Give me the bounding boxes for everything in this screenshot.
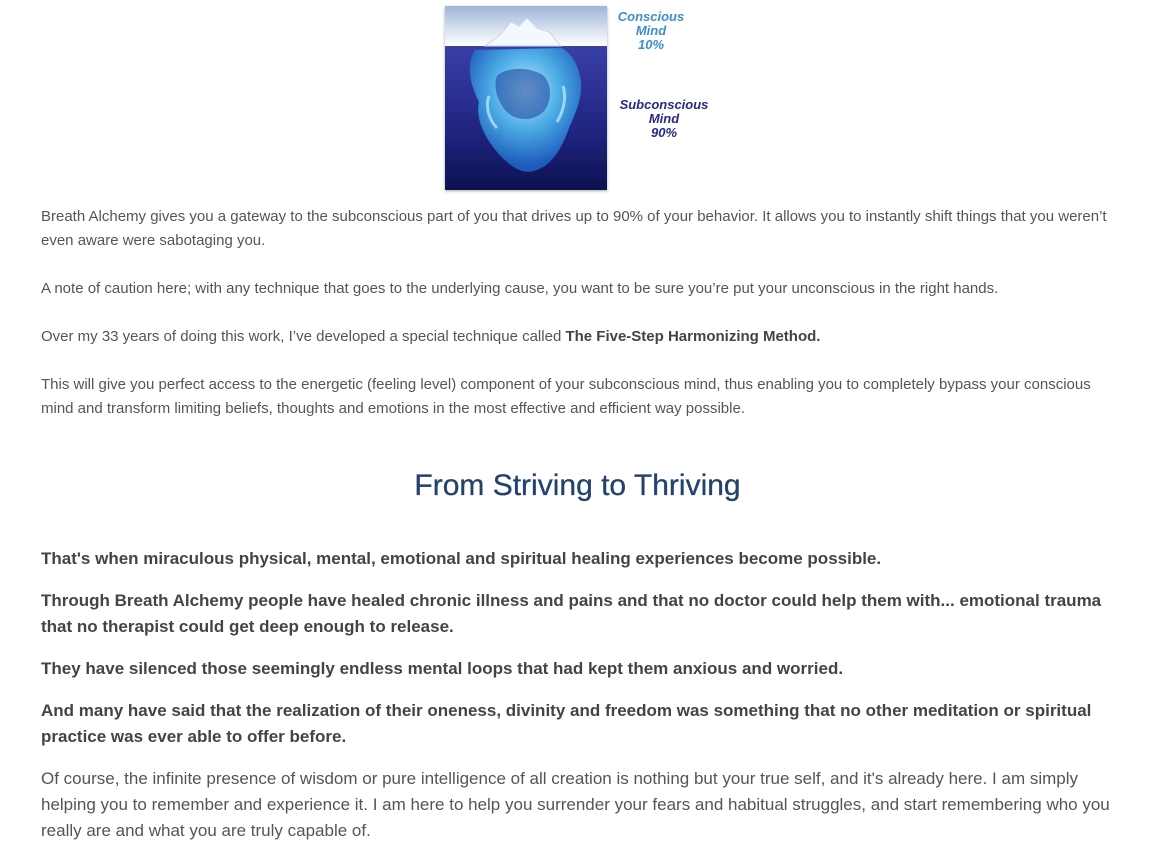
- caution-paragraph: A note of caution here; with any technique that goes to the underlying cause, you want to be sure you’re put your unconscious in the right hands.: [41, 280, 999, 297]
- closing-paragraph: Of course, the infinite presence of wisdom or pure intelligence of all creation is nothing but your true self, and it's already here. I am simply helping you to remember and experience it. I am here to help you surrender your fears and habitual struggles, and start remembering who you really are and what you are truly capable of.: [41, 769, 1110, 840]
- conscious-label-line: 10%: [637, 37, 665, 52]
- conscious-mind-label: [611, 10, 691, 52]
- bold-statement: That's when miraculous physical, mental, emotional and spiritual healing experiences become possible.: [41, 549, 882, 568]
- section-heading: From Striving to Thriving: [414, 469, 741, 502]
- iceberg-figure: [445, 6, 725, 192]
- subconscious-label-line: 90%: [650, 125, 678, 140]
- intro-paragraph: Breath Alchemy gives you a gateway to the subconscious part of you that drives up to 90% of your behavior. It allows you to instantly shift things that you weren’t even aware were sabotaging you.: [41, 208, 1107, 249]
- iceberg-image: [445, 6, 607, 190]
- conscious-label-line: Conscious: [617, 9, 685, 24]
- subconscious-label-line: Subconscious: [619, 97, 709, 112]
- bold-statement: And many have said that the realization of their oneness, divinity and freedom was something that no other meditation or spiritual practice was ever able to offer before.: [41, 701, 1092, 746]
- conscious-label-line: Mind: [635, 23, 667, 38]
- access-paragraph: This will give you perfect access to the energetic (feeling level) component of your subconscious mind, thus enabling you to completely bypass your conscious mind and transform limiting beliefs, thoughts and emotions in the most effective and efficient way possible.: [41, 376, 1091, 417]
- subconscious-mind-label: [609, 98, 719, 140]
- subconscious-label-line: Mind: [648, 111, 680, 126]
- technique-text: Over my 33 years of doing this work, I’ve developed a special technique called: [41, 328, 566, 345]
- bold-statement: They have silenced those seemingly endless mental loops that had kept them anxious and worried.: [41, 659, 844, 678]
- bold-statement: Through Breath Alchemy people have healed chronic illness and pains and that no doctor could help them with... emotional trauma that no therapist could get deep enough to release.: [41, 591, 1102, 636]
- technique-paragraph: [41, 325, 1116, 349]
- technique-name: The Five-Step Harmonizing Method.: [565, 328, 821, 345]
